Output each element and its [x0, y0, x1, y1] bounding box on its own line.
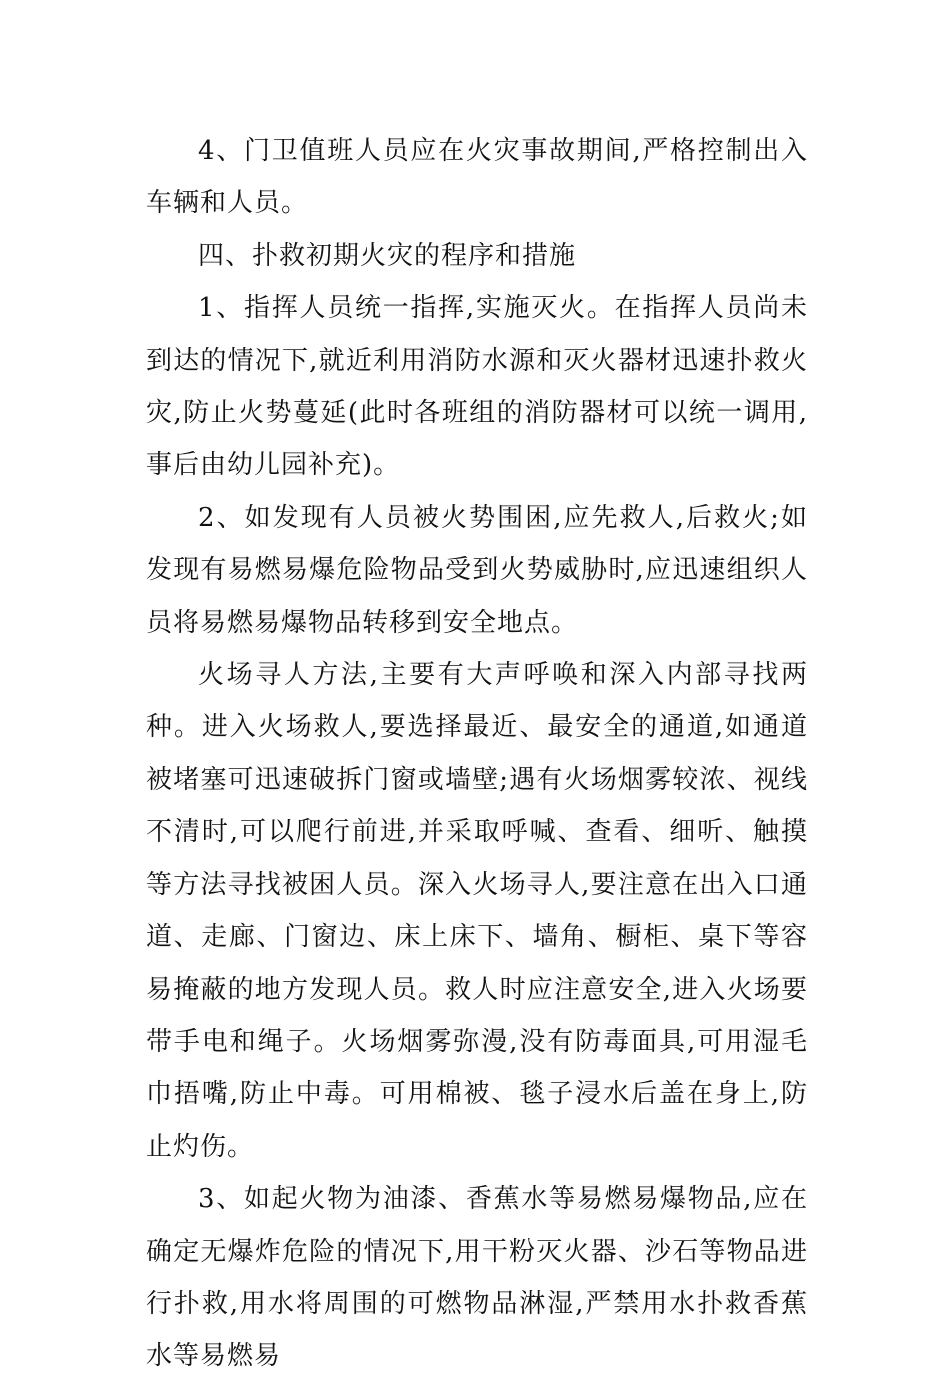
paragraph-rescue-first: 2、如发现有人员被火势围困,应先救人,后救火;如发现有易燃易爆危险物品受到火势威胁时,应迅速组织人员将易燃易爆物品转移到安全地点。 — [146, 502, 808, 638]
paragraph-search-methods: 火场寻人方法,主要有大声呼唤和深入内部寻找两种。进入火场救人,要选择最近、最安全的通道,如通道被堵塞可迅速破拆门窗或墙壁;遇有火场烟雾较浓、视线不清时,可以爬行前进,并采取呼喊、查看、细听、触摸等方法寻找被困人员。深入火场寻人,要注意在出入口通道、走廊、门窗边、床上床下、墙角、橱柜、桌下等容易掩蔽的地方发现人员。救人时应注意安全,进入火场要带手电和绳子。火场烟雾弥漫,没有防毒面具,可用湿毛巾捂嘴,防止中毒。可用棉被、毯子浸水后盖在身上,防止灼伤。 — [146, 660, 808, 1162]
document-body — [146, 125, 808, 1383]
section-heading-initial-firefighting: 四、扑救初期火灾的程序和措施 — [198, 240, 577, 271]
paragraph-unified-command: 1、指挥人员统一指挥,实施灭火。在指挥人员尚未到达的情况下,就近利用消防水源和灭火器材迅速扑救火灾,防止火势蔓延(此时各班组的消防器材可以统一调用,事后由幼儿园补充)。 — [146, 293, 808, 481]
paragraph-gate-guard: 4、门卫值班人员应在火灾事故期间,严格控制出入车辆和人员。 — [146, 136, 808, 219]
paragraph-flammable-materials: 3、如起火物为油漆、香蕉水等易燃易爆物品,应在确定无爆炸危险的情况下,用干粉灭火器、沙石等物品进行扑救,用水将周围的可燃物品淋湿,严禁用水扑救香蕉水等易燃易 — [146, 1184, 808, 1372]
